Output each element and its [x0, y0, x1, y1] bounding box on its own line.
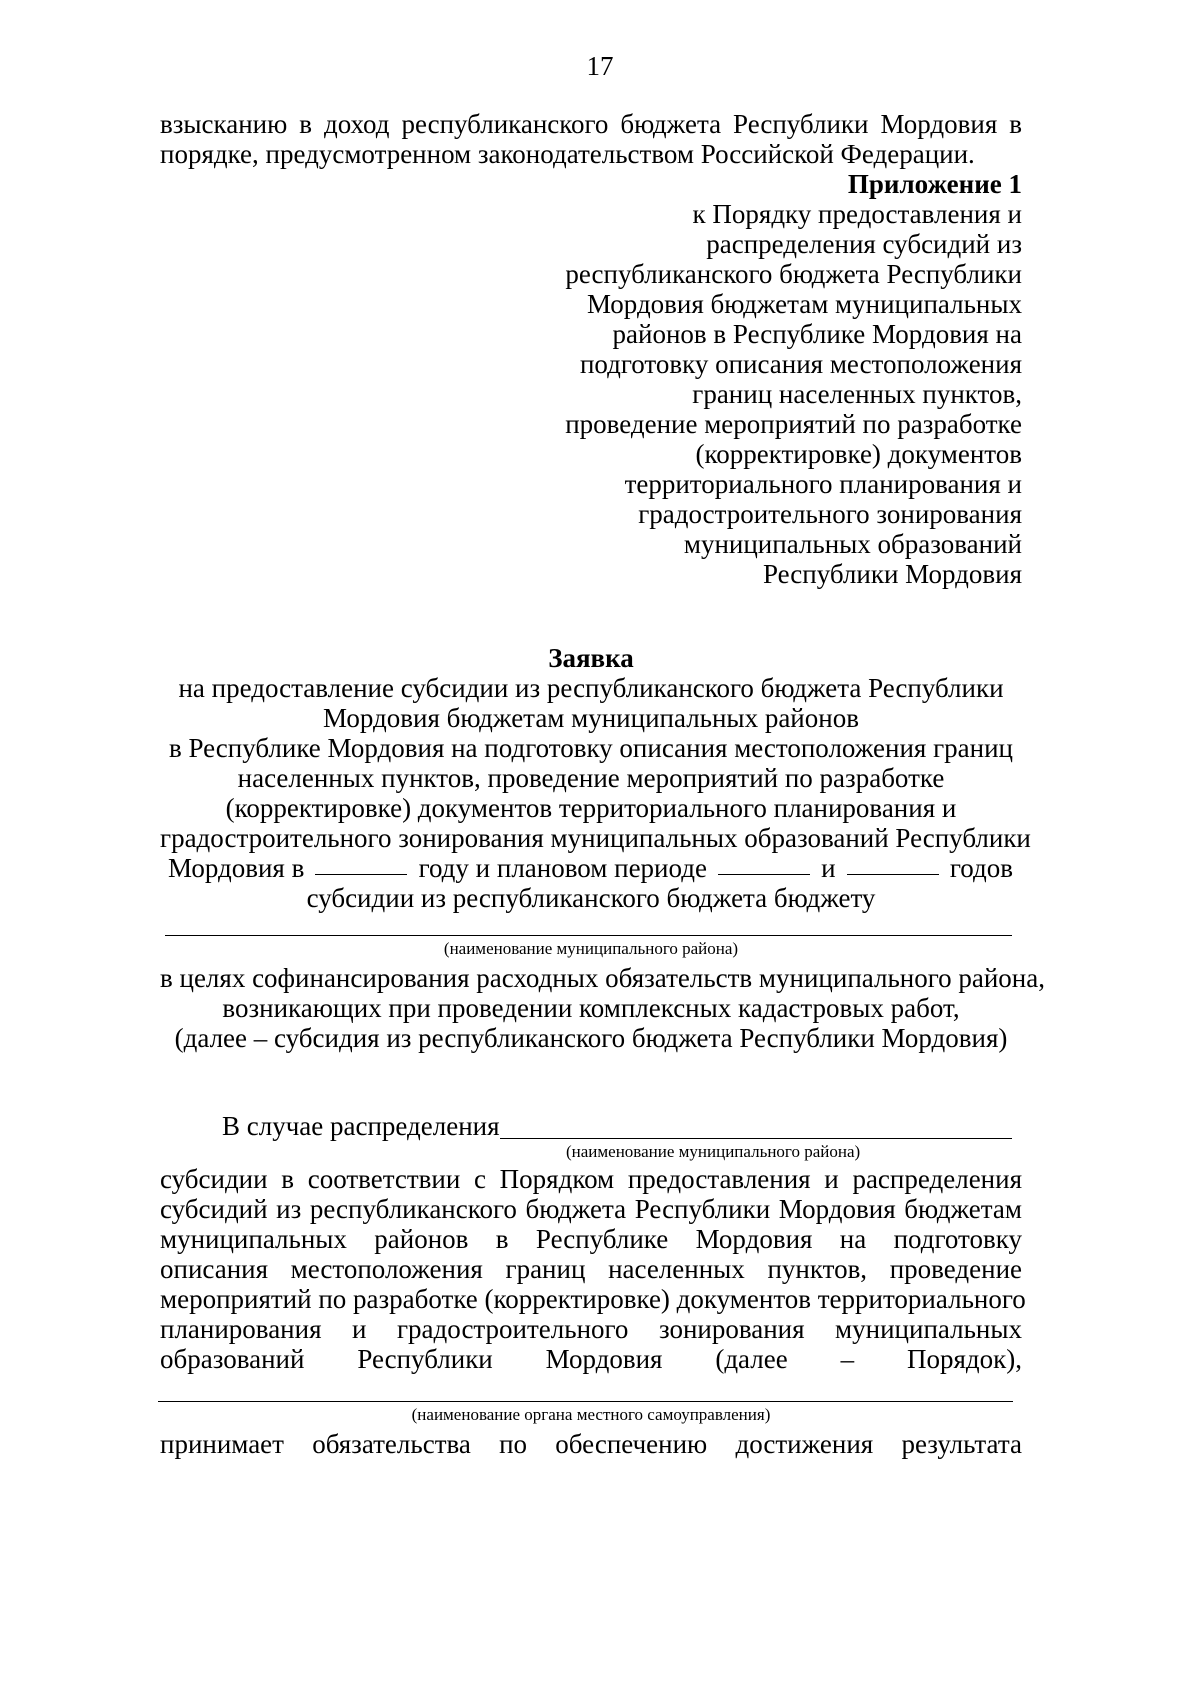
appendix-line: к Порядку предоставления и [692, 199, 1022, 229]
intro-line-1: взысканию в доход республиканского бюджета Республики Мордовия в [160, 109, 1022, 139]
appendix-line: Мордовия бюджетам муниципальных [586, 289, 1022, 319]
plan-year-2-blank-field[interactable] [847, 852, 939, 875]
word: Порядок), [906, 1344, 1022, 1374]
purpose-line: возникающих при проведении комплексных кадастровых работ, [222, 993, 960, 1023]
year-line-and: и [821, 853, 836, 883]
final-line [160, 1428, 1022, 1460]
district-name-caption: (наименование муниципального района) [443, 939, 739, 958]
year-line [168, 852, 1013, 884]
appendix-line: (корректировке) документов [695, 439, 1022, 469]
appendix-line: подготовку описания местоположения [579, 349, 1022, 379]
application-line: населенных пунктов, проведение мероприятий по разработке [237, 763, 945, 793]
word: Республики [357, 1344, 493, 1374]
subsidy-line: субсидии из республиканского бюджета бюджету [306, 883, 876, 913]
application-line: Мордовия бюджетам муниципальных районов [323, 703, 859, 733]
word: (далее [715, 1344, 788, 1374]
distribution-body-line: субсидии в соответствии с Порядком предоставления и распределения [160, 1164, 1022, 1194]
distribution-lead: В случае распределения [222, 1111, 500, 1141]
application-line: на предоставление субсидии из республиканского бюджета Республики [178, 673, 1004, 703]
appendix-line: градостроительного зонирования [638, 499, 1022, 529]
word: обязательства [312, 1429, 471, 1459]
plan-year-1-blank-field[interactable] [718, 852, 810, 875]
year-blank-field[interactable] [315, 852, 407, 875]
distribution-body-line: планирования и градостроительного зонирования муниципальных [160, 1314, 1022, 1344]
appendix-line: границ населенных пунктов, [692, 379, 1022, 409]
distribution-body-line: муниципальных районов в Республике Мордовия на подготовку [160, 1224, 1022, 1254]
word: Мордовия [545, 1344, 663, 1374]
appendix-line: территориального планирования и [624, 469, 1022, 499]
district-name-field[interactable] [165, 935, 1012, 936]
authority-name-caption: (наименование органа местного самоуправления) [411, 1405, 771, 1424]
year-line-suffix: годов [949, 853, 1013, 883]
word: образований [160, 1344, 305, 1374]
distribution-body-line: мероприятий по разработке (корректировке) документов территориального [160, 1284, 1026, 1314]
appendix-title: Приложение 1 [847, 169, 1022, 199]
appendix-line: проведение мероприятий по разработке [565, 409, 1022, 439]
purpose-line: (далее – субсидия из республиканского бюджета Республики Мордовия) [174, 1023, 1008, 1053]
distribution-district-caption: (наименование муниципального района) [566, 1142, 861, 1161]
page-number: 17 [586, 51, 614, 81]
purpose-line: в целях софинансирования расходных обязательств муниципального района, [160, 963, 1045, 993]
appendix-line: Республики Мордовия [762, 559, 1022, 589]
intro-line-2: порядке, предусмотренном законодательством Российской Федерации. [160, 139, 975, 169]
distribution-district-field[interactable] [500, 1138, 1012, 1139]
application-line: (корректировке) документов территориального планирования и [225, 793, 957, 823]
word: по [499, 1429, 528, 1459]
application-line: в Республике Мордовия на подготовку описания местоположения границ [168, 733, 1014, 763]
appendix-line: республиканского бюджета Республики [565, 259, 1022, 289]
word: – [840, 1344, 855, 1374]
appendix-line: муниципальных образований [683, 529, 1022, 559]
distribution-last-line [160, 1343, 1022, 1375]
word: достижения [735, 1429, 874, 1459]
word: обеспечению [555, 1429, 708, 1459]
appendix-line: распределения субсидий из [706, 229, 1022, 259]
word: принимает [160, 1429, 284, 1459]
appendix-line: районов в Республике Мордовия на [612, 319, 1022, 349]
application-title: Заявка [548, 643, 634, 673]
word: результата [901, 1429, 1022, 1459]
distribution-body-line: субсидий из республиканского бюджета Республики Мордовия бюджетам [160, 1194, 1022, 1224]
application-line: градостроительного зонирования муниципальных образований Республики [160, 823, 1031, 853]
year-line-middle: году и плановом периоде [418, 853, 707, 883]
authority-name-field[interactable] [158, 1401, 1013, 1402]
year-line-prefix: Мордовия в [168, 853, 305, 883]
distribution-body-line: описания местоположения границ населенных пунктов, проведение [160, 1254, 1022, 1284]
